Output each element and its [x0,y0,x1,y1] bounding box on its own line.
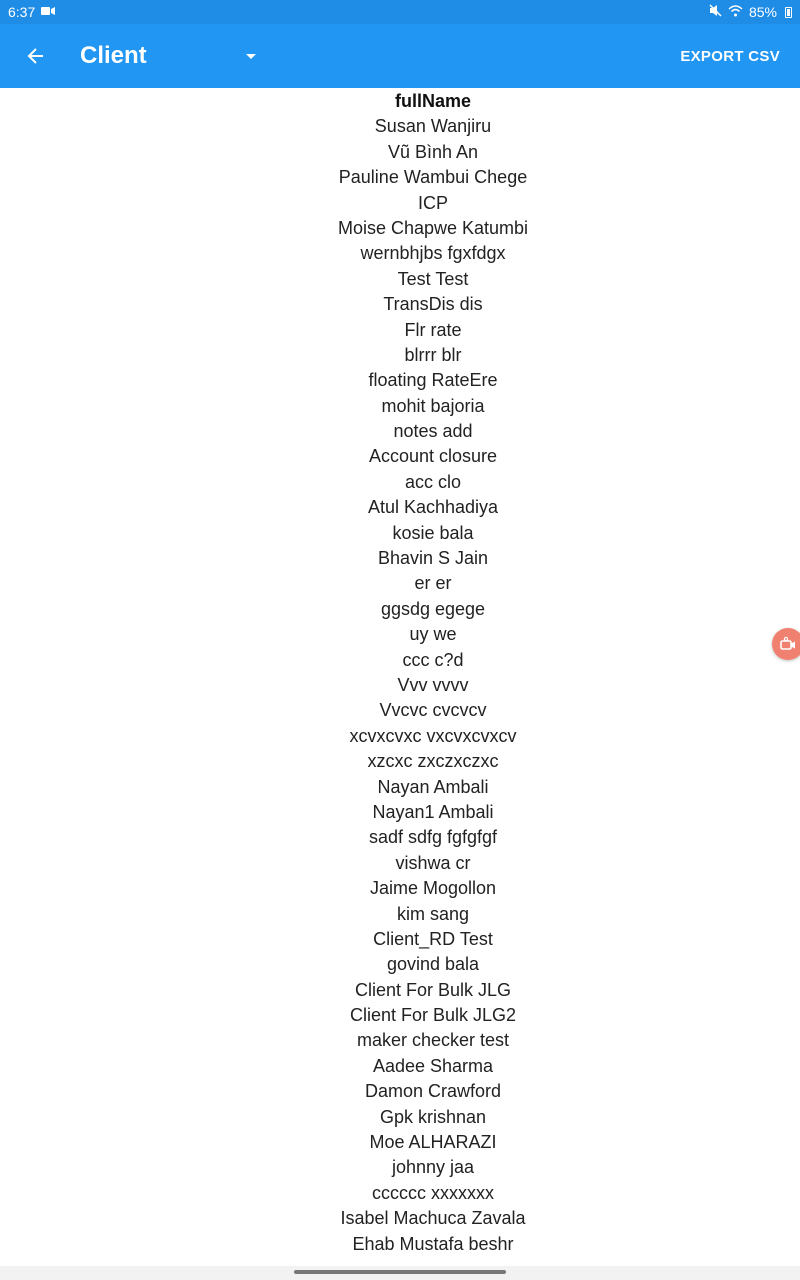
export-csv-button[interactable]: EXPORT CSV [680,47,780,65]
arrow-left-icon [26,46,46,66]
table-row[interactable]: uy we [409,624,457,645]
table-row[interactable]: Client For Bulk JLG [354,979,512,1000]
table-row[interactable]: Test Test [397,268,469,289]
table-row[interactable]: Vũ Bình An [387,141,479,162]
table-row[interactable]: kim sang [396,903,470,924]
screen-record-button[interactable] [772,628,800,660]
table-row[interactable]: ICP [417,192,448,213]
table-row[interactable]: ggsdg egege [380,598,486,619]
table-row[interactable]: mohit bajoria [381,395,485,416]
table-row[interactable]: er er [414,573,452,594]
back-button[interactable] [0,24,72,88]
video-record-icon [41,6,55,19]
battery-percent: 85% [748,4,777,20]
table-row[interactable]: Flr rate [404,319,462,340]
status-left [8,4,55,20]
table-row[interactable]: Vvcvc cvcvcv [379,700,487,721]
wifi-icon [728,5,743,20]
table-row[interactable]: vishwa cr [395,852,471,873]
table-row[interactable]: sadf sdfg fgfgfgf [368,827,498,848]
dropdown-arrow-icon [246,54,256,59]
table-row[interactable]: Isabel Machuca Zavala [340,1208,526,1229]
table-row[interactable]: Gpk krishnan [379,1106,487,1127]
table-row[interactable]: Aadee Sharma [372,1055,494,1076]
table-row[interactable]: kosie bala [392,522,474,543]
table-row[interactable]: Vvv vvvv [397,674,469,695]
screen-record-icon [780,636,796,652]
status-right [709,4,792,20]
page-title: Client [80,42,147,69]
table-row[interactable]: notes add [393,421,473,442]
table-row[interactable]: Nayan1 Ambali [372,801,494,822]
mute-icon [709,4,722,20]
table-row[interactable]: cccccc xxxxxxx [371,1182,494,1203]
table-row[interactable]: Damon Crawford [364,1081,502,1102]
status-time: 6:37 [8,4,36,20]
table-row[interactable]: Moise Chapwe Katumbi [337,217,529,238]
app-bar [0,24,800,88]
table-row[interactable]: Bhavin S Jain [377,548,489,569]
status-bar [0,0,800,24]
table-row[interactable]: govind bala [386,954,480,975]
home-indicator[interactable] [294,1270,506,1274]
navigation-bar [0,1266,800,1280]
results-list [0,88,800,1257]
battery-icon [785,7,792,18]
table-row[interactable]: xzcxc zxczxczxc [367,751,499,772]
table-row[interactable]: Nayan Ambali [377,776,489,797]
table-row[interactable]: Moe ALHARAZI [369,1132,497,1153]
table-row[interactable]: Atul Kachhadiya [367,497,499,518]
table-row[interactable]: Client_RD Test [373,928,493,949]
table-row[interactable]: xcvxcvxc vxcvxcvxcv [349,725,517,746]
table-row[interactable]: maker checker test [356,1030,510,1051]
column-header: fullName [394,91,472,111]
table-row[interactable]: blrrr blr [404,344,462,365]
results-area[interactable] [0,88,800,1266]
table-row[interactable]: ccc c?d [402,649,464,670]
table-row[interactable]: wernbhjbs fgxfdgx [360,243,506,264]
table-row[interactable]: Jaime Mogollon [369,878,497,899]
table-row[interactable]: Ehab Mustafa beshr [352,1233,514,1254]
table-row[interactable]: Client For Bulk JLG2 [349,1005,517,1026]
table-row[interactable]: floating RateEre [368,370,498,391]
entity-selector[interactable] [80,42,260,70]
table-row[interactable]: Account closure [368,446,498,467]
table-row[interactable]: Susan Wanjiru [374,116,492,137]
table-row[interactable]: johnny jaa [391,1157,475,1178]
table-row[interactable]: acc clo [404,471,462,492]
table-row[interactable]: Pauline Wambui Chege [338,167,528,188]
table-row[interactable]: TransDis dis [383,294,483,315]
